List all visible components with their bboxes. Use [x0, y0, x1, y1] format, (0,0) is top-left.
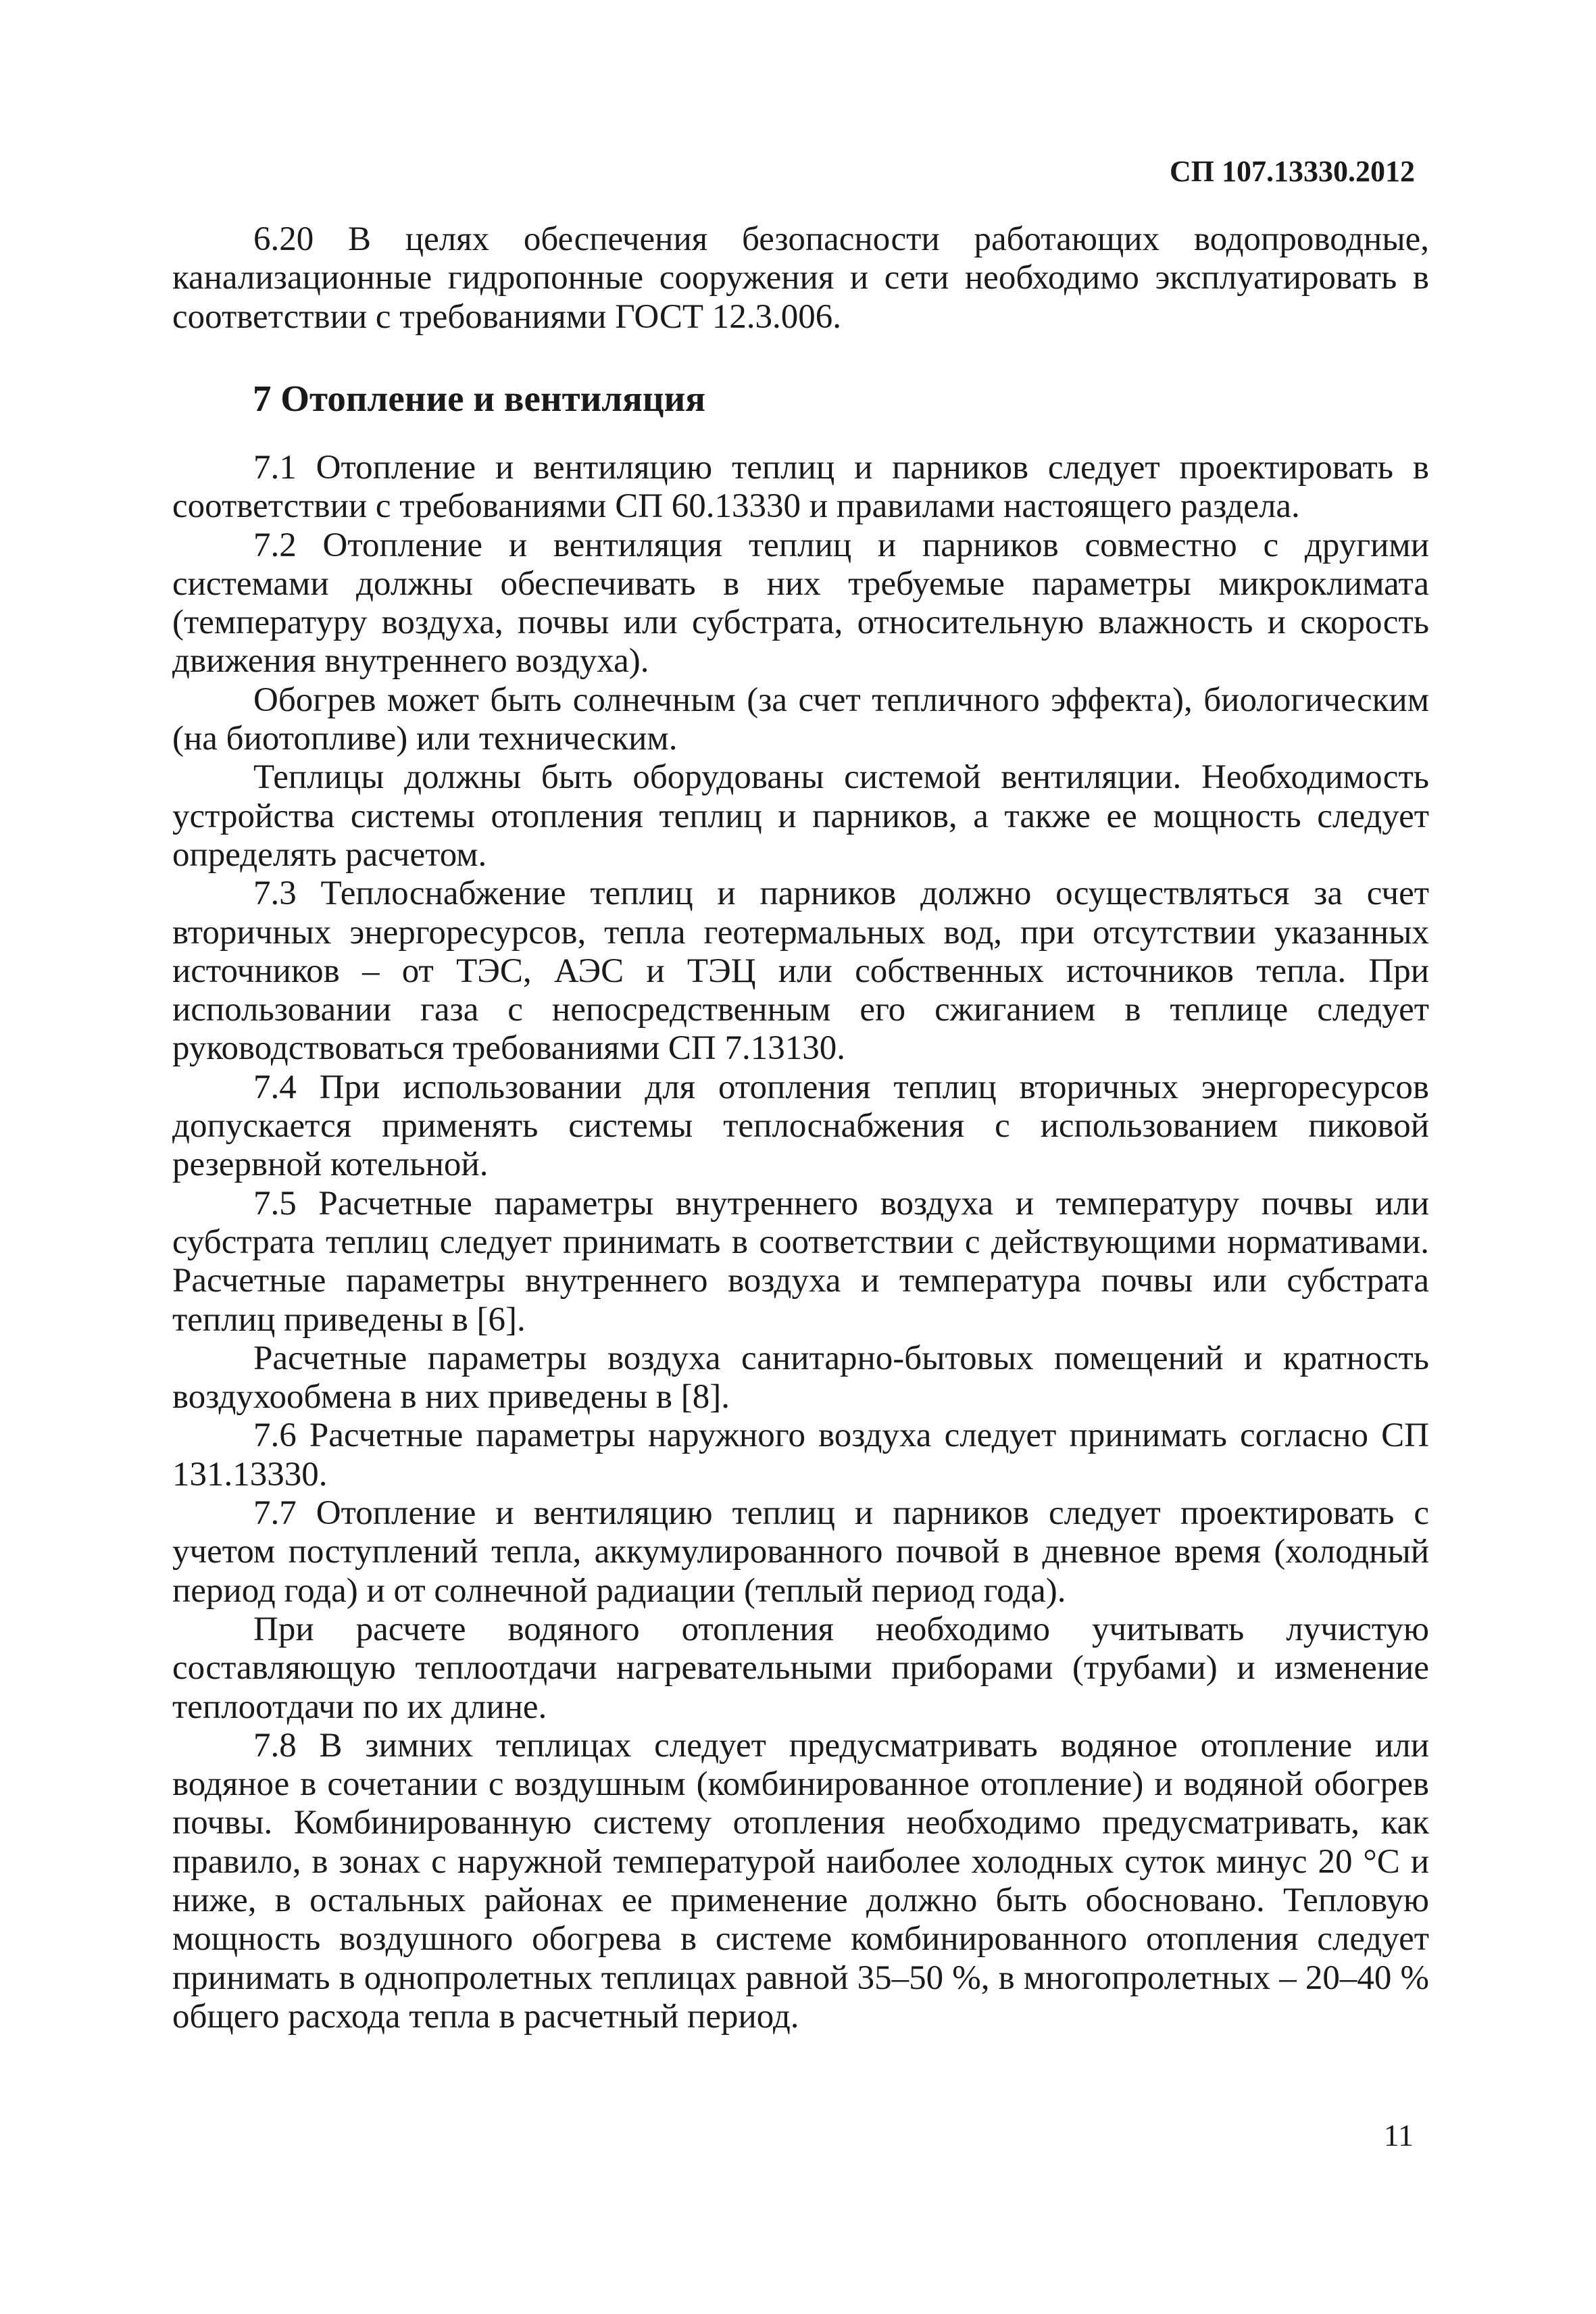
paragraph-ventilation-requirement: Теплицы должны быть оборудованы системой вентиляции. Необходимость устройства системы отопления теплиц и парников, а также ее мощность следует определять расчетом. [172, 758, 1429, 874]
paragraph-7-7: 7.7 Отопление и вентиляцию теплиц и парников следует проектировать с учетом поступлений тепла, аккумулированного почвой в дневное время (холодный период года) и от солнечной радиации (теплый период года). [172, 1494, 1429, 1610]
page-number: 11 [1383, 2118, 1414, 2152]
section-7-body [172, 449, 1429, 2036]
paragraph-heating-types: Обогрев может быть солнечным (за счет тепличного эффекта), биологическим (на биотопливе) или техническим. [172, 681, 1429, 758]
paragraph-7-2: 7.2 Отопление и вентиляция теплиц и парников совместно с другими системами должны обеспечивать в них требуемые параметры микроклимата (температуру воздуха, почвы или субстрата, относительную влажность и скорость движения внутреннего воздуха). [172, 526, 1429, 681]
document-code-header: СП 107.13330.2012 [1170, 155, 1415, 188]
section-7-title: 7 Отопление и вентиляция [253, 378, 706, 419]
paragraph-7-8: 7.8 В зимних теплицах следует предусматривать водяное отопление или водяное в сочетании с воздушным (комбинированное отопление) и водяной обогрев почвы. Комбинированную систему отопления необходимо предусматривать, как правило, в зонах с наружной температурой наиболее холодных суток минус 20 °С и ниже, в остальных районах ее применение должно быть обосновано. Тепловую мощность воздушного обогрева в системе комбинированного отопления следует принимать в однопролетных теплицах равной 35–50 %, в многопролетных – 20–40 % общего расхода тепла в расчетный период. [172, 1726, 1429, 2036]
paragraph-water-heating: При расчете водяного отопления необходимо учитывать лучистую составляющую теплоотдачи нагревательными приборами (трубами) и изменение теплоотдачи по их длине. [172, 1610, 1429, 1726]
paragraph-7-5: 7.5 Расчетные параметры внутреннего воздуха и температуру почвы или субстрата теплиц следует принимать в соответствии с действующими нормативами. Расчетные параметры внутреннего воздуха и температура почвы или субстрата теплиц приведены в [6]. [172, 1184, 1429, 1339]
paragraph-6-20: 6.20 В целях обеспечения безопасности работающих водопроводные, канализационные гидропонные сооружения и сети необходимо эксплуатировать в соответствии с требованиями ГОСТ 12.3.006. [172, 220, 1429, 336]
paragraph-7-3: 7.3 Теплоснабжение теплиц и парников должно осуществляться за счет вторичных энергоресурсов, тепла геотермальных вод, при отсутствии указанных источников – от ТЭС, АЭС и ТЭЦ или собственных источников тепла. При использовании газа с непосредственным его сжиганием в теплице следует руководствоваться требованиями СП 7.13130. [172, 875, 1429, 1068]
paragraph-7-1: 7.1 Отопление и вентиляцию теплиц и парников следует проектировать в соответствии с требованиями СП 60.13330 и правилами настоящего раздела. [172, 449, 1429, 526]
paragraph-sanitary-air: Расчетные параметры воздуха санитарно-бытовых помещений и кратность воздухообмена в них приведены в [8]. [172, 1339, 1429, 1417]
paragraph-6-20-block [172, 220, 1429, 337]
paragraph-7-4: 7.4 При использовании для отопления теплиц вторичных энергоресурсов допускается применять системы теплоснабжения с использованием пиковой резервной котельной. [172, 1068, 1429, 1184]
paragraph-7-6: 7.6 Расчетные параметры наружного воздуха следует принимать согласно СП 131.13330. [172, 1417, 1429, 1494]
